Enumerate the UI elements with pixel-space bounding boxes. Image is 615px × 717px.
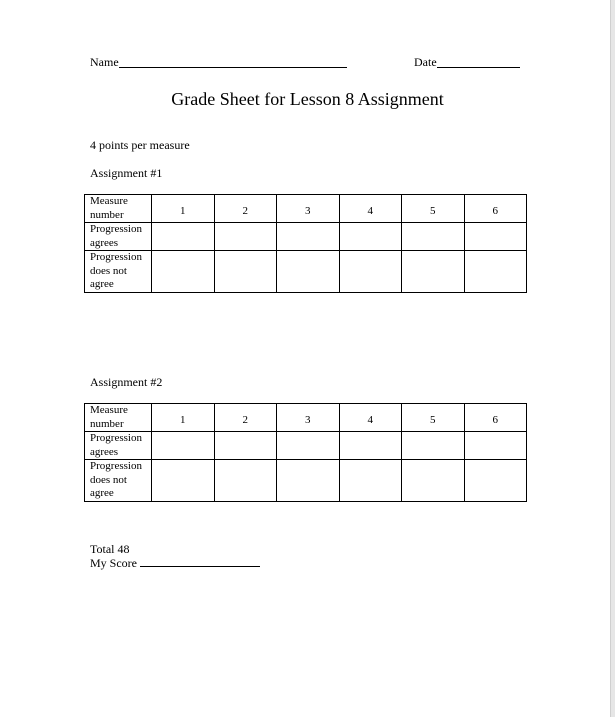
- progression-not-agree-label: Progression does not agree: [85, 251, 152, 293]
- not-agree-entry-cell[interactable]: [464, 251, 527, 293]
- agrees-entry-cell[interactable]: [402, 432, 465, 460]
- measure-cell: 6: [464, 195, 527, 223]
- score-blank-line[interactable]: [140, 556, 260, 567]
- progression-not-agree-row: [85, 251, 527, 293]
- date-label: Date: [414, 55, 437, 69]
- header-row: [90, 55, 530, 71]
- agrees-entry-cell[interactable]: [214, 432, 277, 460]
- agrees-entry-cell[interactable]: [152, 223, 215, 251]
- agrees-entry-cell[interactable]: [277, 223, 340, 251]
- not-agree-entry-cell[interactable]: [402, 460, 465, 502]
- measure-cell: 6: [464, 404, 527, 432]
- not-agree-entry-cell[interactable]: [339, 251, 402, 293]
- progression-not-agree-row: [85, 460, 527, 502]
- measure-cell: 1: [152, 195, 215, 223]
- assignment-2-heading: Assignment #2: [90, 375, 163, 389]
- agrees-entry-cell[interactable]: [277, 432, 340, 460]
- measure-cell: 5: [402, 195, 465, 223]
- agrees-entry-cell[interactable]: [339, 432, 402, 460]
- page-title: [0, 89, 615, 110]
- not-agree-entry-cell[interactable]: [214, 460, 277, 502]
- measure-cell: 2: [214, 195, 277, 223]
- total-block: [90, 542, 260, 570]
- progression-agrees-label: Progression agrees: [85, 223, 152, 251]
- assignment-1-table: [84, 194, 527, 293]
- score-label: My Score: [90, 556, 137, 570]
- agrees-entry-cell[interactable]: [339, 223, 402, 251]
- measure-number-row: [85, 404, 527, 432]
- measure-number-label: Measure number: [85, 404, 152, 432]
- not-agree-entry-cell[interactable]: [152, 251, 215, 293]
- measure-cell: 5: [402, 404, 465, 432]
- agrees-entry-cell[interactable]: [152, 432, 215, 460]
- page-title-text: Grade Sheet for Lesson 8 Assignment: [171, 89, 444, 109]
- agrees-entry-cell[interactable]: [464, 432, 527, 460]
- not-agree-entry-cell[interactable]: [277, 251, 340, 293]
- measure-cell: 1: [152, 404, 215, 432]
- measure-cell: 3: [277, 404, 340, 432]
- assignment-2-table: [84, 403, 527, 502]
- progression-agrees-row: [85, 432, 527, 460]
- agrees-entry-cell[interactable]: [464, 223, 527, 251]
- not-agree-entry-cell[interactable]: [464, 460, 527, 502]
- measure-number-row: [85, 195, 527, 223]
- measure-cell: 4: [339, 195, 402, 223]
- agrees-entry-cell[interactable]: [402, 223, 465, 251]
- date-blank-line[interactable]: [437, 67, 520, 68]
- score-row: [90, 556, 260, 570]
- not-agree-entry-cell[interactable]: [277, 460, 340, 502]
- measure-cell: 3: [277, 195, 340, 223]
- not-agree-entry-cell[interactable]: [214, 251, 277, 293]
- total-label: Total 48: [90, 542, 130, 556]
- name-blank-line[interactable]: [119, 67, 347, 68]
- measure-number-label: Measure number: [85, 195, 152, 223]
- progression-agrees-label: Progression agrees: [85, 432, 152, 460]
- measure-cell: 4: [339, 404, 402, 432]
- assignment-1-heading: Assignment #1: [90, 166, 163, 180]
- points-note: 4 points per measure: [90, 138, 190, 152]
- not-agree-entry-cell[interactable]: [339, 460, 402, 502]
- progression-not-agree-label: Progression does not agree: [85, 460, 152, 502]
- measure-cell: 2: [214, 404, 277, 432]
- progression-agrees-row: [85, 223, 527, 251]
- agrees-entry-cell[interactable]: [214, 223, 277, 251]
- not-agree-entry-cell[interactable]: [152, 460, 215, 502]
- name-label: Name: [90, 55, 119, 69]
- not-agree-entry-cell[interactable]: [402, 251, 465, 293]
